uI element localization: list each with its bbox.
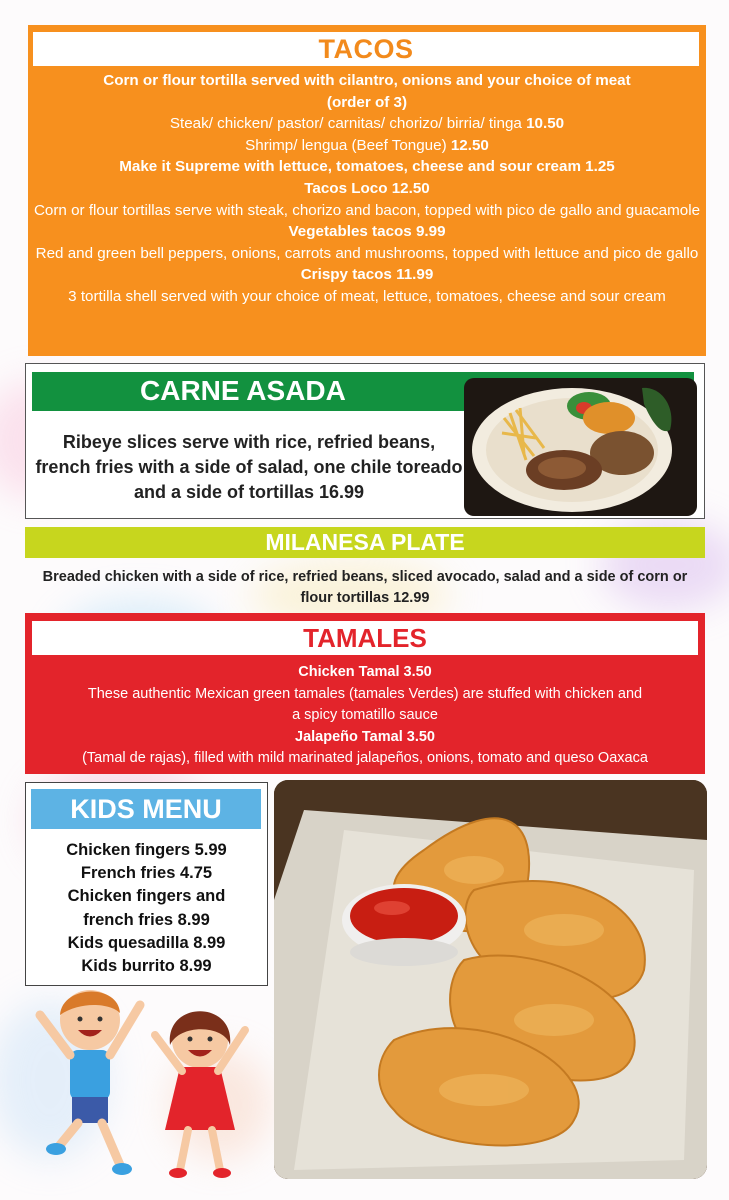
kids-menu-section	[25, 782, 268, 986]
carne-asada-photo	[464, 378, 697, 516]
kids-menu-title: KIDS MENU	[70, 793, 222, 824]
tacos-veg-title: Vegetables tacos 9.99	[288, 223, 446, 241]
tacos-shrimp-price: 12.50	[450, 136, 489, 154]
tamales-title-bar	[32, 621, 698, 655]
tacos-loco-title: Tacos Loco 12.50	[304, 179, 430, 197]
tacos-section	[28, 25, 706, 356]
tacos-supreme: Make it Supreme with lettuce, tomatoes, cheese and sour cream 1.25	[119, 158, 615, 176]
tacos-crispy-desc: 3 tortilla shell served with your choice of meat, lettuce, tomatoes, cheese and sour cream	[68, 287, 666, 305]
kids-menu-list	[30, 839, 263, 978]
milanesa-title: MILANESA PLATE	[265, 529, 465, 555]
tamales-section	[25, 613, 705, 774]
tacos-title-bar	[33, 32, 699, 66]
milanesa-title-bar	[25, 527, 705, 558]
milanesa-desc: Breaded chicken with a side of rice, refried beans, sliced avocado, salad and a side of corn or flour tortillas 12.99	[42, 569, 688, 606]
carne-asada-desc: Ribeye slices serve with rice, refried beans, french fries with a side of salad, one chile toreado and a side of tortillas 16.99	[35, 432, 463, 502]
chicken-tamal-title: Chicken Tamal 3.50	[298, 664, 432, 680]
tacos-intro: Corn or flour tortilla served with cilantro, onions and your choice of meat	[103, 72, 631, 89]
jalapeno-tamal-title: Jalapeño Tamal 3.50	[295, 728, 435, 745]
carne-asada-section	[25, 363, 705, 519]
kids-menu-title-bar	[31, 789, 261, 829]
tacos-order: (order of 3)	[326, 93, 408, 111]
tamales-body	[25, 662, 705, 770]
list-item: Chicken fingers and french fries 8.99	[67, 887, 226, 929]
tacos-shrimp: Shrimp/ lengua (Beef Tongue)	[245, 136, 447, 154]
chicken-fingers-photo	[274, 780, 707, 1179]
tacos-loco-desc: Corn or flour tortillas serve with steak, chorizo and bacon, topped with pico de gallo and guacamole	[33, 201, 701, 219]
list-item: Chicken fingers 5.99	[66, 841, 227, 859]
jalapeno-tamal-desc: (Tamal de rajas), filled with mild marinated jalapeños, onions, tomato and queso Oaxaca	[82, 750, 648, 766]
tacos-crispy-title: Crispy tacos 11.99	[300, 266, 434, 284]
carne-asada-title: CARNE ASADA	[140, 375, 346, 406]
tamales-title: TAMALES	[303, 622, 427, 653]
list-item: French fries 4.75	[80, 864, 213, 883]
tacos-title: TACOS	[318, 33, 414, 64]
list-item: Kids quesadilla 8.99	[67, 933, 226, 952]
tacos-meats-price: 10.50	[526, 115, 565, 133]
list-item: Kids burrito 8.99	[81, 957, 212, 976]
chicken-tamal-desc: These authentic Mexican green tamales (tamales Verdes) are stuffed with chicken and a spicy tomatillo sauce	[87, 685, 643, 723]
kids-illustration	[20, 975, 270, 1185]
tacos-meats: Steak/ chicken/ pastor/ carnitas/ chorizo/ birria/ tinga	[169, 115, 522, 133]
tacos-veg-desc: Red and green bell peppers, onions, carrots and mushrooms, topped with lettuce and pico de gallo	[35, 244, 699, 262]
tacos-body	[28, 70, 706, 308]
